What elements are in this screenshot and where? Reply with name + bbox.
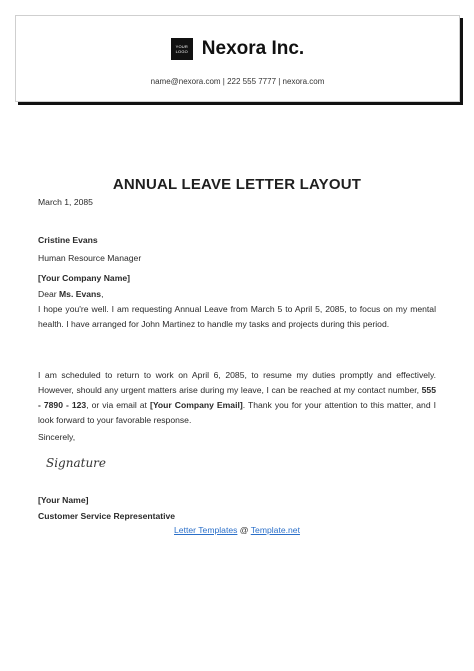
company-logo: YOUR LOGO (171, 38, 193, 60)
letter-date: March 1, 2085 (38, 197, 93, 207)
footer (0, 525, 474, 535)
body-paragraph-2-text-c: . Thank you for your attention to this matter, and I look forward to your favorable response. (38, 400, 436, 425)
signature: Signature (46, 456, 107, 470)
recipient-role: Human Resource Manager (38, 253, 142, 263)
letter-title: ANNUAL LEAVE LETTER LAYOUT (112, 176, 362, 193)
body-paragraph-2 (38, 368, 436, 428)
body-paragraph-2-text-b: , or via email at (86, 400, 150, 410)
sender-role: Customer Service Representative (38, 511, 176, 521)
contact-email: [Your Company Email] (149, 400, 243, 410)
contact-phone: 555 - 7890 - 123 (38, 385, 436, 410)
sender-name: [Your Name] (38, 495, 89, 505)
salutation (38, 287, 436, 302)
salutation-name: Ms. Evans (59, 289, 102, 299)
recipient-company: [Your Company Name] (38, 273, 130, 283)
letter-templates-link[interactable]: Letter Templates (174, 525, 238, 535)
salutation-suffix: , (101, 289, 104, 299)
template-net-link[interactable]: Template.net (250, 525, 300, 535)
contact-info: name@nexora.com | 222 555 7777 | nexora.com (150, 77, 325, 86)
closing: Sincerely, (38, 432, 76, 442)
letterhead (15, 15, 460, 102)
body-paragraph-1: I hope you're well. I am requesting Annual Leave from March 5 to April 5, 2085, to focus on my mental health. I have arranged for John Martinez to handle my tasks and projects during this period. (38, 304, 436, 329)
body-paragraph-2-text-a: I am scheduled to return to work on April 6, 2085, to resume my duties promptly and effectively. However, should any urgent matters arise during my leave, I can be reached at my contact number, (38, 370, 436, 395)
footer-separator: @ (237, 525, 251, 535)
brand (16, 38, 459, 60)
company-name: Nexora Inc. (201, 38, 305, 59)
recipient-name: Cristine Evans (38, 235, 98, 245)
salutation-prefix: Dear (38, 289, 60, 299)
